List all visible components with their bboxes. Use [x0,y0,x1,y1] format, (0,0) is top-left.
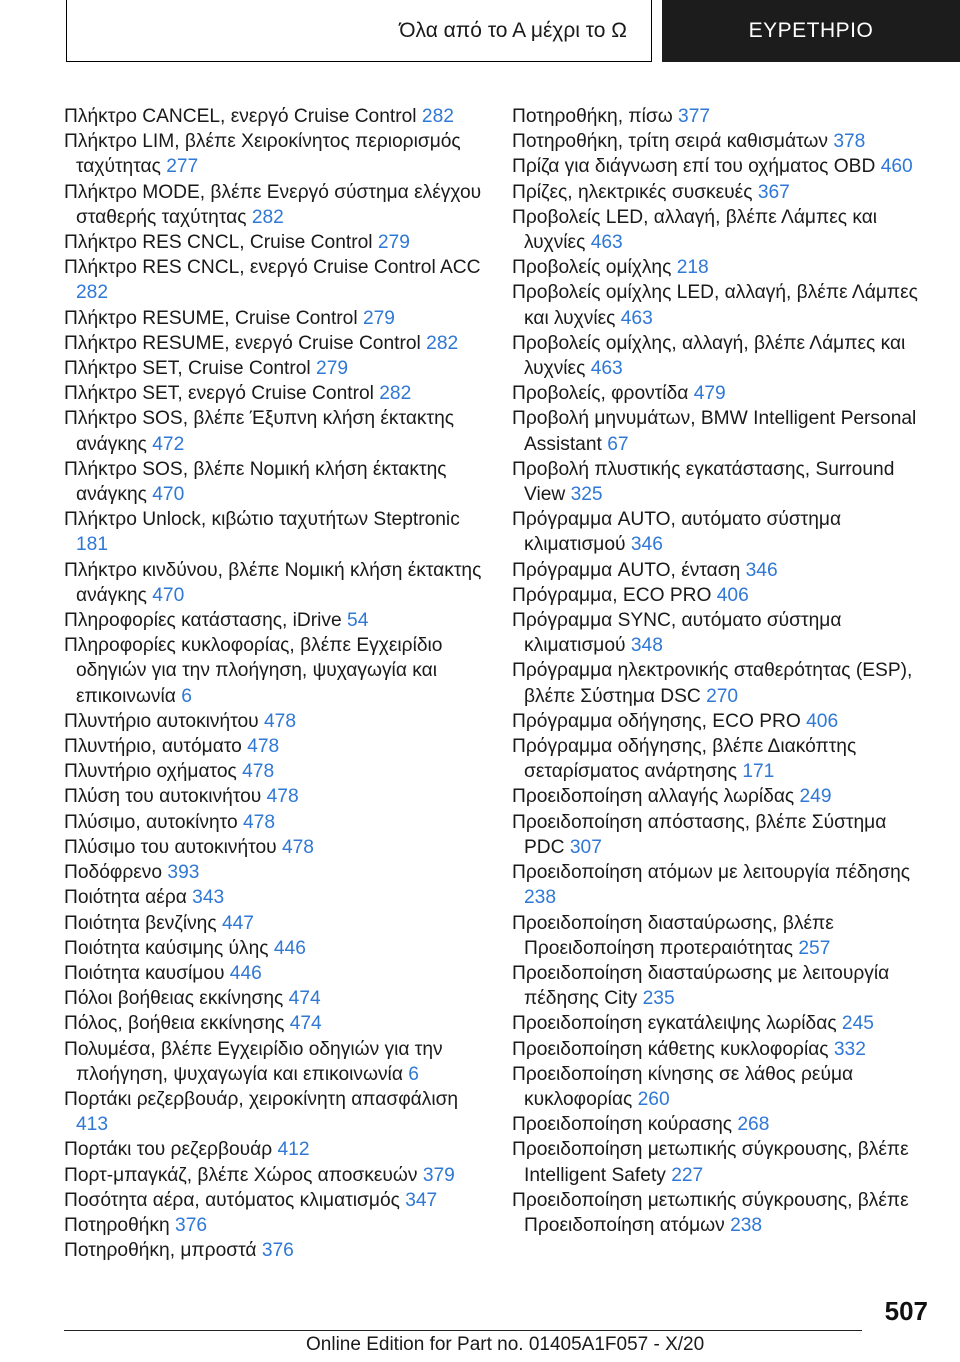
page-link[interactable]: 282 [379,383,412,405]
page-link[interactable]: 478 [247,736,280,758]
index-entry [64,936,484,961]
index-entry-text: Ποιότητα καυσίμου [64,962,225,984]
page-link[interactable]: 412 [277,1139,310,1161]
index-entry-text: Προειδοποίηση αλλαγής λωρίδας [512,786,795,808]
index-entry [64,1087,484,1137]
page-link[interactable]: 478 [264,710,297,732]
index-entry-text: Ποτηροθήκη [64,1214,170,1236]
index-entry-text: Πρίζα για διάγνωση επί του οχήματος OBD [512,156,876,178]
index-entry-text: Πρόγραμμα SYNC, αυτόματο σύστημα κλιματισμού [512,610,842,657]
page-link[interactable]: 478 [281,836,314,858]
page-link[interactable]: 460 [880,156,913,178]
index-entry [64,230,484,255]
index-entry [512,911,932,961]
index-tab[interactable]: ΕΥΡΕΤΗΡΙΟ [662,0,960,62]
page-link[interactable]: 307 [569,836,602,858]
index-entry-text: Πορτάκι ρεζερβουάρ, χειροκίνητη απασφάλιση [64,1088,459,1110]
page-link[interactable]: 238 [730,1214,763,1236]
index-entry-text: Πλύσιμο, αυτοκίνητο [64,811,238,833]
page-link[interactable]: 218 [676,257,709,279]
index-entry-text: Πλήκτρο MODE, βλέπε Ενεργό σύστημα ελέγχου σταθερής ταχύτητας [64,181,482,228]
page-link[interactable]: 245 [841,1013,874,1035]
index-entry [512,129,932,154]
footer-edition-text: Online Edition for Part no. 01405A1F057 - X/20 [306,1334,705,1355]
index-entry [512,1188,932,1238]
page-number: 507 [884,1296,928,1326]
index-entry-text: Πλήκτρο RES CNCL, Cruise Control [64,232,373,254]
page-link[interactable]: 377 [678,106,711,127]
index-entry-text: Προβολείς, φροντίδα [512,383,689,405]
index-entry-text: Ποιότητα καύσιμης ύλης [64,937,269,959]
page-link[interactable]: 346 [630,534,663,556]
page-link[interactable]: 463 [590,358,623,380]
index-entry-text: Προειδοποίηση απόστασης, βλέπε Σύστημα PDC [512,811,887,858]
index-entry [512,1062,932,1112]
index-entry-text: Πλυντήριο αυτοκινήτου [64,710,259,732]
index-entry-text: Πλήκτρο LIM, βλέπε Χειροκίνητος περιορισμός ταχύτητας [64,131,461,178]
page-link[interactable]: 268 [737,1114,770,1136]
page-link[interactable]: 378 [833,131,866,153]
index-entry-text: Πλήκτρο RESUME, ενεργό Cruise Control [64,332,421,354]
index-entry [64,784,484,809]
index-entry-text: Πληροφορίες κατάστασης, iDrive [64,610,342,632]
index-entry-text: Πλήκτρο RES CNCL, ενεργό Cruise Control ACC [64,257,481,279]
page-link[interactable]: 343 [192,887,225,909]
index-entry-text: Προβολείς ομίχλης [512,257,672,279]
index-entry [64,1238,484,1263]
index-entry-text: Πλύσιμο του αυτοκινήτου [64,836,277,858]
index-entry-text: Προβολείς ομίχλης, αλλαγή, βλέπε Λάμπες και λυχνίες [512,332,906,380]
index-column-right [512,104,932,1238]
index-entry-text: Προβολή μηνυμάτων, BMW Intelligent Personal Assistant [512,408,917,455]
index-entry-text: Προβολείς ομίχλης LED, αλλαγή, βλέπε Λάμπες και λυχνίες [512,282,918,329]
page-link[interactable]: 6 [408,1063,419,1085]
page-link[interactable]: 478 [266,786,299,808]
page-link[interactable]: 238 [524,887,557,909]
index-entry [64,911,484,936]
index-entry-text: Πλυντήριο οχήματος [64,761,237,783]
index-entry [512,205,932,255]
page-link[interactable]: 367 [757,181,790,203]
index-entry [64,129,484,179]
page-link[interactable]: 478 [243,811,276,833]
index-entry-text: Πορτ-μπαγκάζ, βλέπε Χώρος αποσκευών [64,1164,418,1186]
index-entry-text: Προειδοποίηση μετωπικής σύγκρουσης, βλέπε Προειδοποίηση ατόμων [512,1189,909,1236]
index-entry [64,709,484,734]
page-link[interactable]: 406 [716,584,749,606]
index-entry [512,810,932,860]
index-entry-text: Πρόγραμμα, ECO PRO [512,584,712,606]
page-link[interactable]: 379 [422,1164,455,1186]
index-entry-text: Ποιότητα βενζίνης [64,912,217,934]
index-entry [64,734,484,759]
index-entry [64,381,484,406]
page-link[interactable]: 474 [289,1013,322,1035]
index-entry [512,457,932,507]
index-entry-text: Πλήκτρο CANCEL, ενεργό Cruise Control [64,106,417,127]
index-entry-text: Ποιότητα αέρα [64,887,187,909]
index-entry [512,734,932,784]
index-entry-text: Πλήκτρο SOS, βλέπε Νομική κλήση έκτακτης ανάγκης [64,458,447,506]
index-entry-text: Πλήκτρο SET, ενεργό Cruise Control [64,383,374,405]
index-entry [512,1137,932,1187]
page-link[interactable]: 446 [273,937,306,959]
page-link[interactable]: 325 [570,484,603,506]
index-entry-text: Πρόγραμμα AUTO, αυτόματο σύστημα κλιματισμού [512,509,842,556]
index-entry [512,507,932,557]
page-link[interactable]: 479 [693,383,726,405]
page-link[interactable]: 406 [806,710,839,732]
index-entry [64,1011,484,1036]
page-link[interactable]: 348 [630,635,663,657]
index-entry [64,885,484,910]
page-link[interactable]: 346 [745,559,778,581]
alphabet-tab[interactable]: Όλα από το Α μέχρι το Ω [66,0,652,62]
index-entry [64,835,484,860]
index-entry [64,331,484,356]
index-entry [64,255,484,305]
index-entry-text: Πρόγραμμα AUTO, ένταση [512,559,741,581]
page-link[interactable]: 282 [421,106,454,127]
page-link[interactable]: 277 [166,156,199,178]
index-entry-text: Πλύση του αυτοκινήτου [64,786,262,808]
index-entry [64,608,484,633]
page-link[interactable]: 474 [288,988,321,1010]
index-entry [64,1213,484,1238]
index-entry-text: Προειδοποίηση μετωπικής σύγκρουσης, βλέπε Intelligent Safety [512,1139,909,1186]
index-entry [512,381,932,406]
page-link[interactable]: 67 [607,433,629,455]
page-link[interactable]: 472 [152,433,185,455]
page-link[interactable]: 282 [251,206,284,228]
index-entry [512,255,932,280]
index-entry-text: Προειδοποίηση κάθετης κυκλοφορίας [512,1038,829,1060]
index-entry-text: Ποδόφρενο [64,862,163,884]
index-entry [64,961,484,986]
index-entry-text: Πόλοι βοήθειας εκκίνησης [64,988,284,1010]
index-entry [512,709,932,734]
index-entry-text: Πλήκτρο SOS, βλέπε Έξυπνη κλήση έκτακτης ανάγκης [64,408,455,455]
index-entry [64,860,484,885]
page-link[interactable]: 376 [175,1214,208,1236]
index-entry [64,1037,484,1087]
index-entry [64,507,484,557]
index-entry [64,1188,484,1213]
page-link[interactable]: 260 [637,1088,670,1110]
index-entry [512,961,932,1011]
index-entry [64,558,484,608]
index-entry [64,406,484,456]
index-entry-text: Προειδοποίηση ατόμων με λειτουργία πέδησης [512,862,910,884]
index-entry [64,457,484,507]
page-link[interactable]: 447 [221,912,254,934]
index-entry-text: Ποτηροθήκη, πίσω [512,106,673,127]
index-entry [512,583,932,608]
index-entry [512,608,932,658]
page-link[interactable]: 6 [181,685,192,707]
page-link[interactable]: 413 [76,1114,109,1136]
index-entry-text: Ποτηροθήκη, τρίτη σειρά καθισμάτων [512,131,828,153]
index-entry [64,759,484,784]
page-link[interactable]: 393 [167,862,200,884]
index-entry [64,810,484,835]
index-entry-text: Προειδοποίηση κούρασης [512,1114,733,1136]
index-entry [64,1163,484,1188]
page-link[interactable]: 249 [799,786,832,808]
page-link[interactable]: 279 [316,358,349,380]
page-link[interactable]: 478 [242,761,275,783]
index-column-left [64,104,484,1263]
index-entry [512,104,932,129]
index-entry-text: Ποτηροθήκη, μπροστά [64,1240,257,1262]
page-link[interactable]: 446 [229,962,262,984]
page-link[interactable]: 463 [620,307,653,329]
index-entry [64,633,484,709]
index-entry [512,558,932,583]
index-entry-text: Πορτάκι του ρεζερβουάρ [64,1139,273,1161]
page-link[interactable]: 235 [642,988,675,1010]
index-entry [512,280,932,330]
page-link[interactable]: 282 [76,282,109,304]
page-link[interactable]: 332 [833,1038,866,1060]
index-entry [64,986,484,1011]
index-entry-text: Προειδοποίηση εγκατάλειψης λωρίδας [512,1013,837,1035]
index-entry-text: Πλυντήριο, αυτόματο [64,736,242,758]
index-entry [512,406,932,456]
page-link[interactable]: 282 [426,332,459,354]
index-entry-text: Προβολείς LED, αλλαγή, βλέπε Λάμπες και λυχνίες [512,206,878,254]
page-link[interactable]: 463 [590,232,623,254]
index-entry-text: Πλήκτρο RESUME, Cruise Control [64,307,358,329]
index-entry-text: Προειδοποίηση διασταύρωσης με λειτουργία πέδησης City [512,962,890,1010]
index-entry [64,306,484,331]
footer-divider [64,1330,862,1331]
index-entry [512,658,932,708]
page-link[interactable]: 470 [152,584,185,606]
page-header [66,0,960,64]
index-entry [512,784,932,809]
index-entry-text: Πολυμέσα, βλέπε Εγχειρίδιο οδηγιών για την πλοήγηση, ψυχαγωγία και επικοινωνία [64,1038,443,1085]
page-link[interactable]: 270 [706,685,739,707]
index-entry [512,331,932,381]
index-entry-text: Πλήκτρο SET, Cruise Control [64,358,311,380]
index-entry-text: Πρόγραμμα οδήγησης, ECO PRO [512,710,801,732]
page-link[interactable]: 171 [742,761,775,783]
index-entry-text: Ποσότητα αέρα, αυτόματος κλιματισμός [64,1189,400,1211]
index-entry-text: Πρόγραμμα οδήγησης, βλέπε Διακόπτης σεταρίσματος ανάρτησης [512,736,857,783]
index-entry-text: Πόλος, βοήθεια εκκίνησης [64,1013,285,1035]
index-entry [64,180,484,230]
index-entry-text: Πρόγραμμα ηλεκτρονικής σταθερότητας (ESP), βλέπε Σύστημα DSC [512,660,913,707]
index-entry [64,104,484,129]
page-link[interactable]: 257 [798,937,831,959]
index-entry [64,356,484,381]
page-link[interactable]: 279 [362,307,395,329]
page-link[interactable]: 347 [405,1189,438,1211]
index-entry [512,154,932,179]
page-link[interactable]: 376 [261,1240,294,1262]
index-entry [512,1011,932,1036]
index-entry-text: Προβολή πλυστικής εγκατάστασης, Surround View [512,458,895,506]
index-entry-text: Προειδοποίηση διασταύρωσης, βλέπε Προειδοποίηση προτεραιότητας [512,912,834,959]
index-entry-text: Πλήκτρο Unlock, κιβώτιο ταχυτήτων Steptronic [64,509,460,531]
index-entry-text: Πρίζες, ηλεκτρικές συσκευές [512,181,753,203]
index-entry [512,1112,932,1137]
page-link[interactable]: 279 [377,232,410,254]
index-entry-text: Προειδοποίηση κίνησης σε λάθος ρεύμα κυκλοφορίας [512,1063,854,1110]
page-link[interactable]: 181 [76,534,109,556]
index-entry [512,860,932,910]
page-link[interactable]: 470 [152,484,185,506]
index-entry [64,1137,484,1162]
index-entry-text: Πλήκτρο κινδύνου, βλέπε Νομική κλήση έκτακτης ανάγκης [64,559,482,606]
page-link[interactable]: 227 [671,1164,704,1186]
index-entry [512,1037,932,1062]
page-link[interactable]: 54 [347,610,369,632]
index-entry-text: Πληροφορίες κυκλοφορίας, βλέπε Εγχειρίδιο οδηγιών για την πλοήγηση, ψυχαγωγία και επικοινωνία [64,635,443,707]
index-entry [512,180,932,205]
